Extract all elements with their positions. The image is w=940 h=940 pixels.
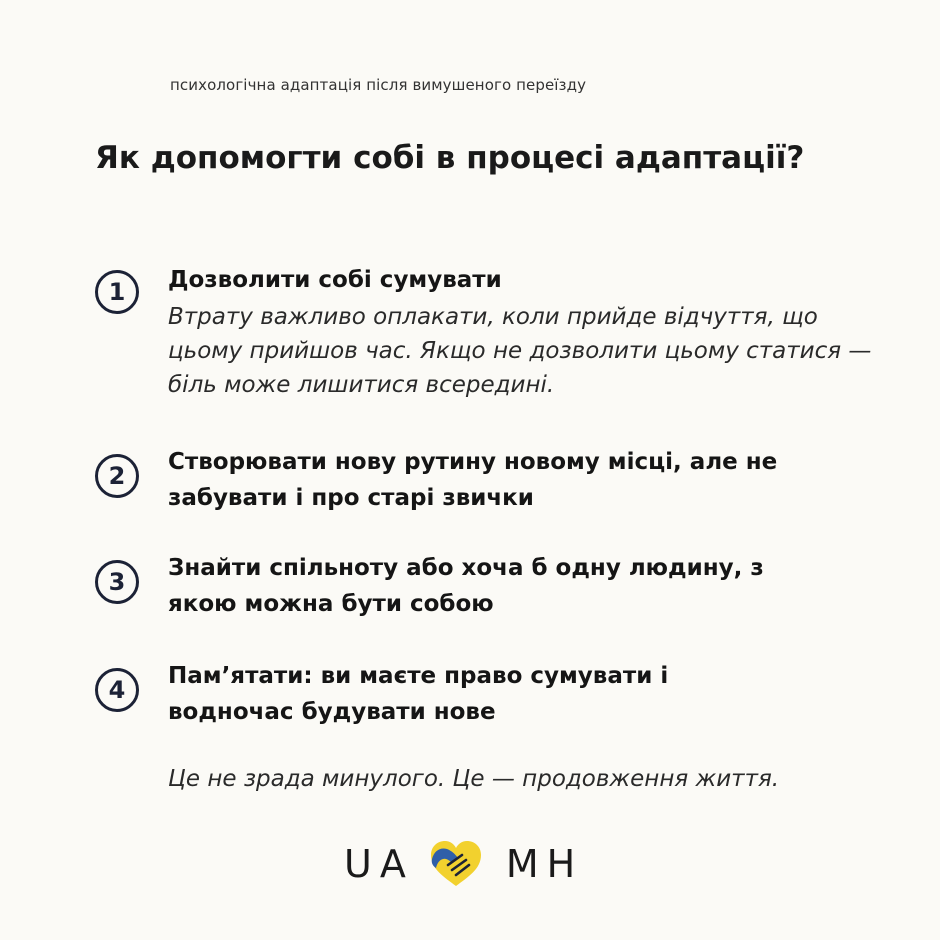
item-3-title: Знайти спільноту або хоча б одну людину, з якою можна бути собою: [168, 555, 764, 617]
closing-text: Це не зрада минулого. Це — продовження життя.: [168, 766, 780, 792]
page-title: Як допомогти собі в процесі адаптації?: [95, 140, 805, 176]
number-1-icon: 1: [95, 270, 139, 314]
item-4-title: Пам’ятати: ви маєте право сумувати і водночас будувати нове: [168, 663, 669, 725]
logo-right-text: MH: [505, 842, 584, 886]
heart-handshake-icon: [428, 839, 484, 889]
item-1-title: Дозволити собі сумувати: [168, 267, 502, 293]
item-1-body: Втрату важливо оплакати, коли прийде відчуття, що цьому прийшов час. Якщо не дозволити цьому статися — біль може лишитися всередині.: [168, 304, 872, 398]
logo-left-text: UA: [344, 842, 414, 886]
number-2-icon: 2: [95, 454, 139, 498]
number-4-icon: 4: [95, 668, 139, 712]
subtitle: психологічна адаптація після вимушеного переїзду: [170, 76, 587, 94]
ua-mh-logo: [344, 838, 583, 890]
number-3-icon: 3: [95, 560, 139, 604]
item-2-title: Створювати нову рутину новому місці, але не забувати і про старі звички: [168, 449, 778, 511]
